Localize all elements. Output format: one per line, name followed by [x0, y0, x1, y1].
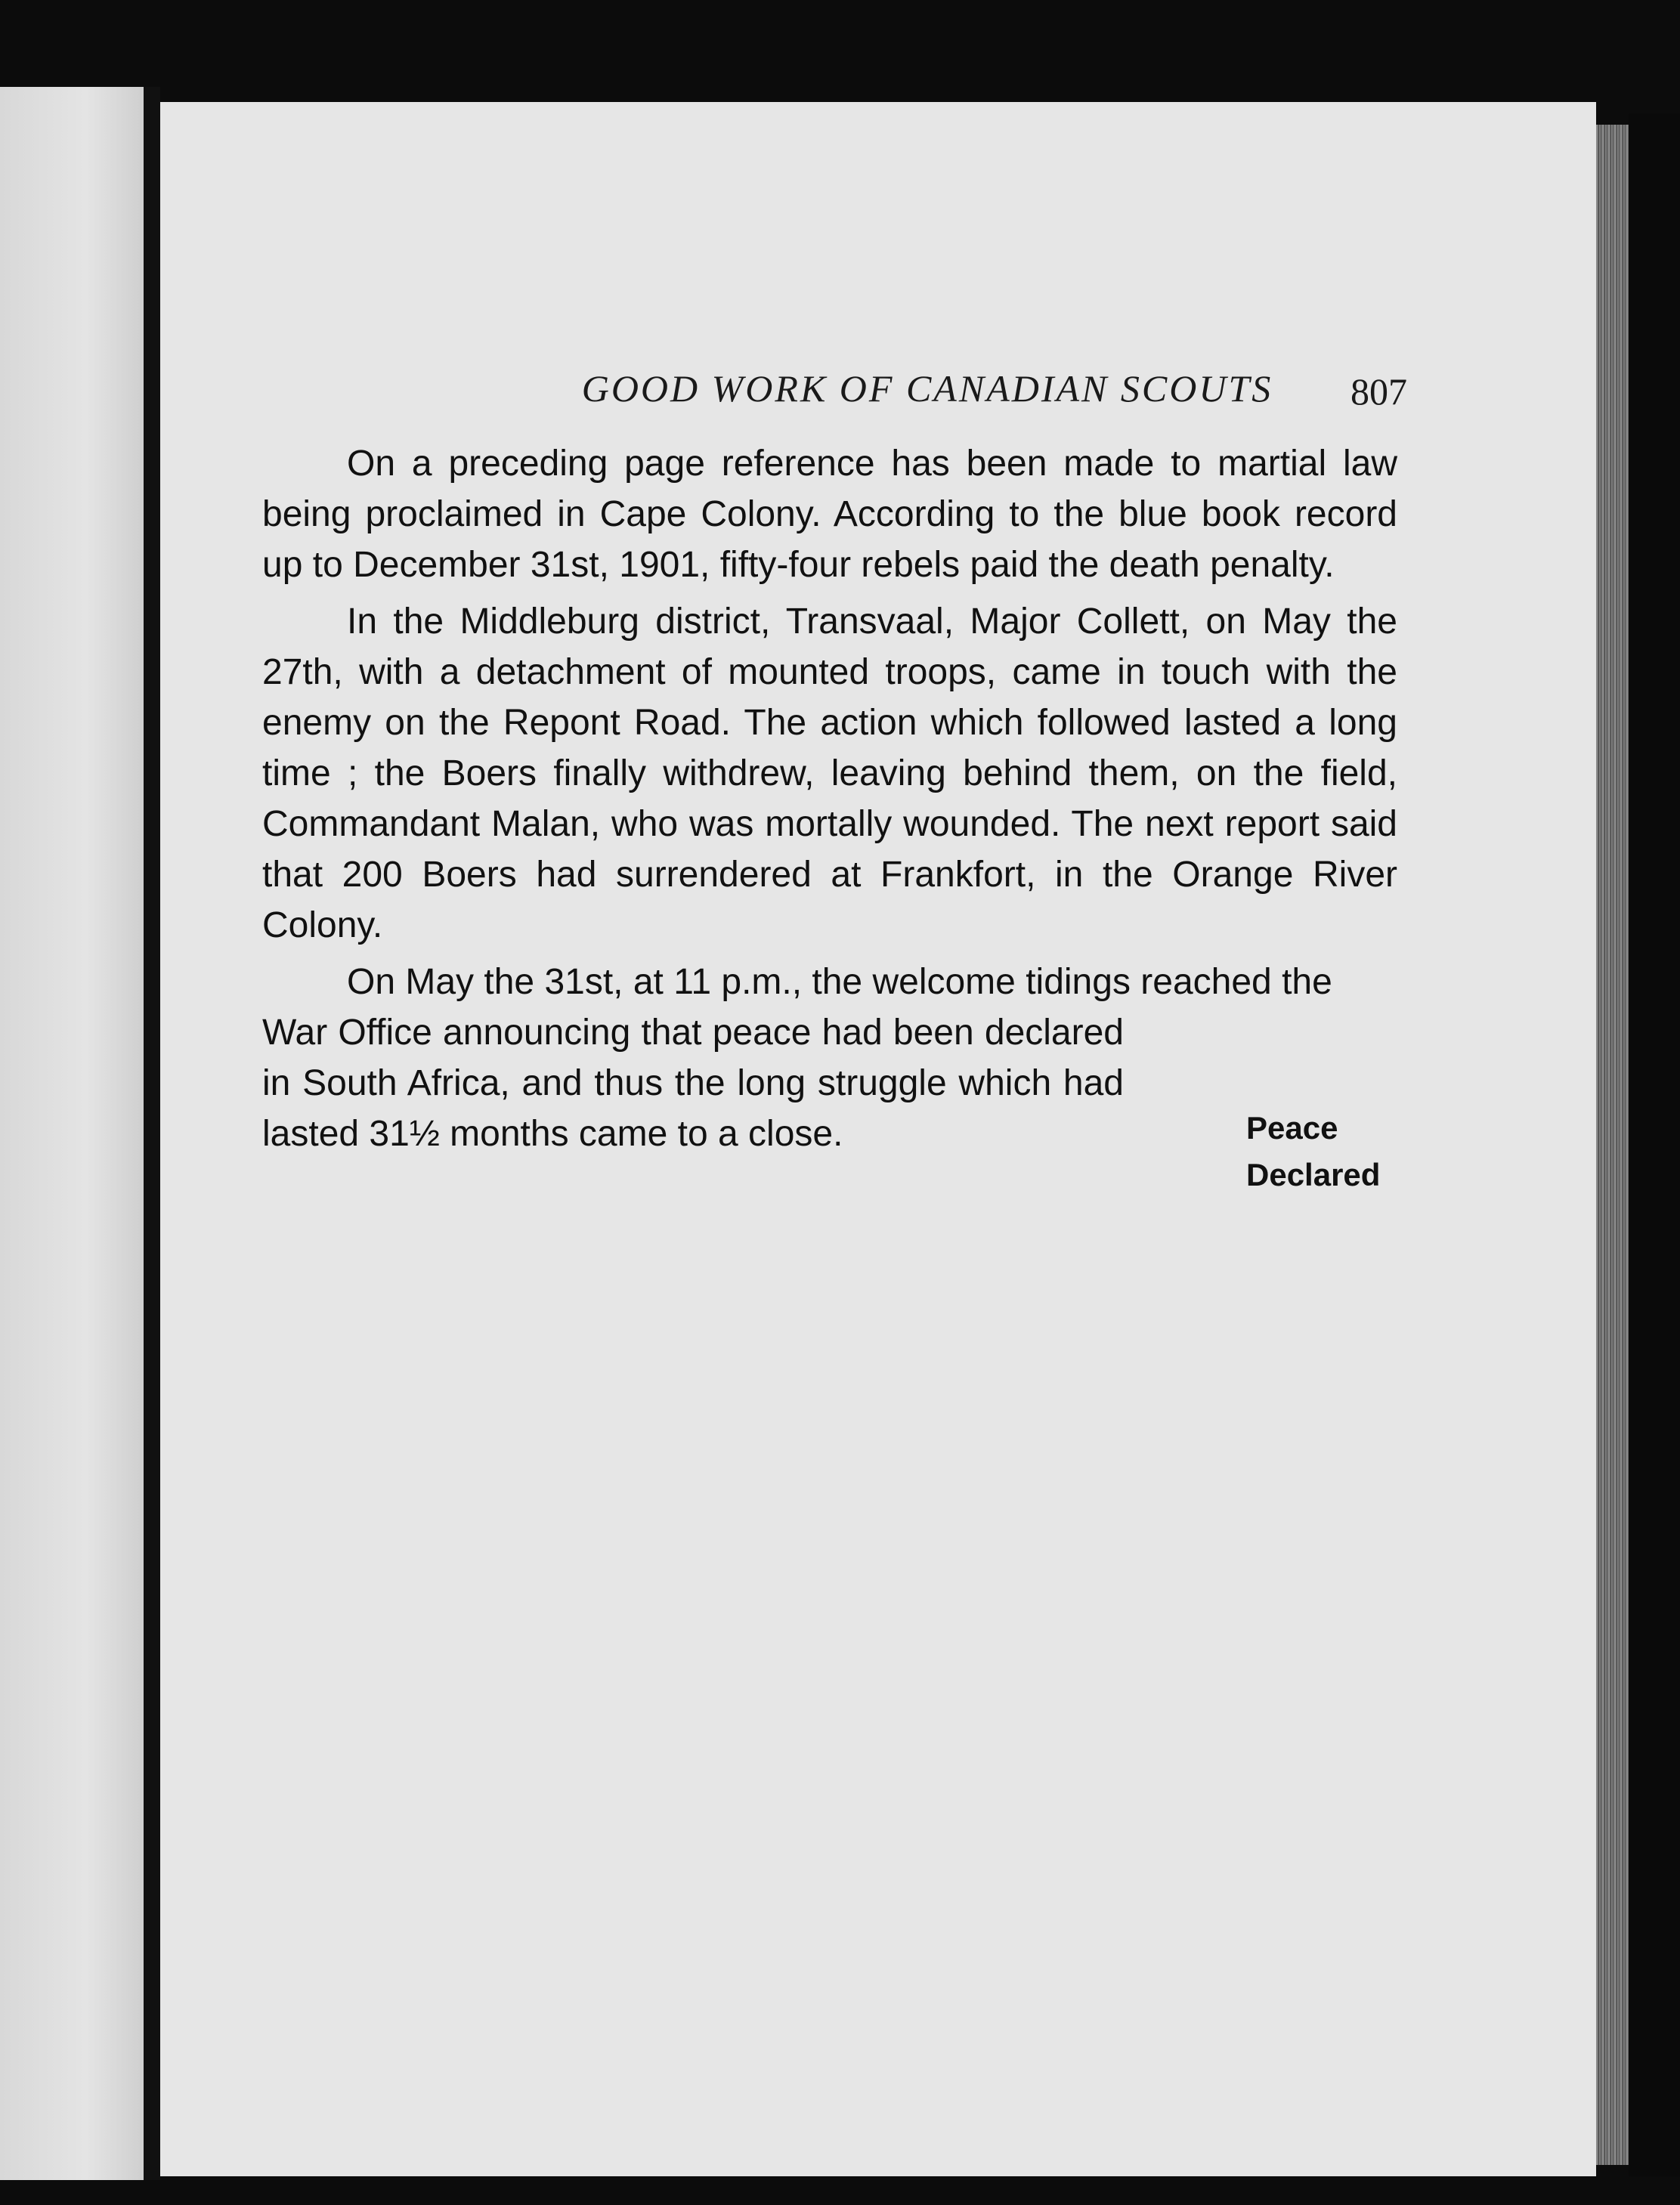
paragraph-middleburg: In the Middleburg district, Transvaal, Major Collett, on May the 27th, with a detachment of mounted troops, came in touch with the enemy on the Repont Road. The action which followed lasted a long time ; the Boers finally withdrew, leaving behind them, on the field, Commandant Malan, who was mortally wounded. The next report said that 200 Boers had surrendered at Frankfort, in the Orange River Colony.	[262, 602, 1397, 945]
page-header	[160, 366, 1596, 419]
paragraph-peace-first-line: On May the 31st, at 11 p.m., the welcome tidings reached the	[347, 962, 1332, 1002]
book-page	[160, 102, 1596, 2176]
paragraph-peace-rest: War Office announcing that peace had been declared in South Africa, and thus the long struggle which had lasted 31½ months came to a close.	[262, 1013, 1124, 1154]
gutter	[144, 87, 160, 2180]
page-number: 807	[1350, 370, 1407, 413]
margin-note-line2: Declared	[1246, 1157, 1381, 1192]
margin-note-line1: Peace	[1246, 1110, 1338, 1146]
facing-page	[0, 87, 144, 2180]
scan-border	[1629, 113, 1680, 2176]
body-text	[262, 438, 1397, 1165]
paragraph-martial-law: On a preceding page reference has been made to martial law being proclaimed in Cape Colony. According to the blue book record up to December 31st, 1901, fifty-four rebels paid the death penalty.	[262, 444, 1397, 585]
margin-note	[1246, 1105, 1380, 1198]
running-head: GOOD WORK OF CANADIAN SCOUTS	[581, 367, 1273, 410]
